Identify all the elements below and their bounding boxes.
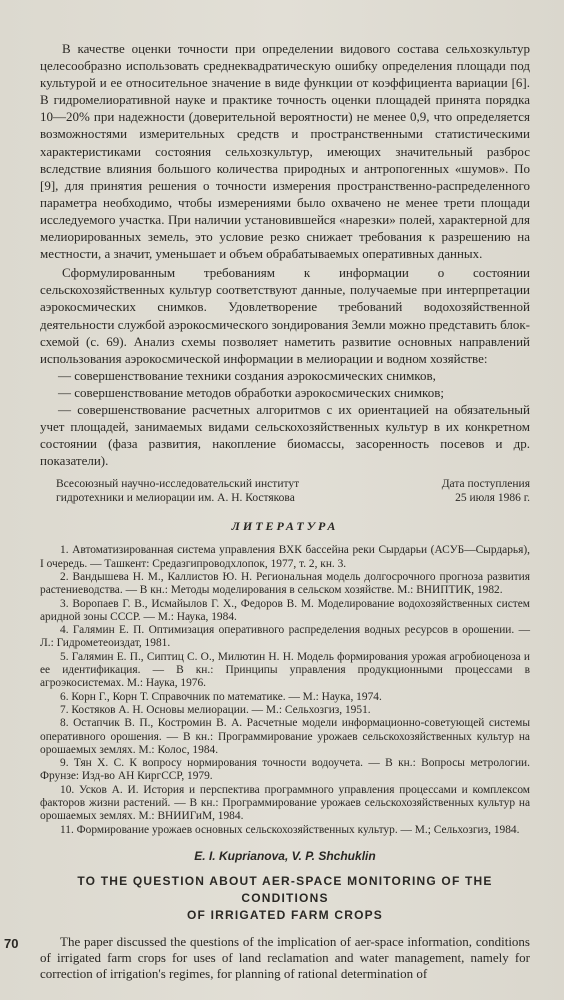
reference-item: 6. Корн Г., Корн Т. Справочник по математике. — М.: Наука, 1974. (60, 690, 382, 703)
reference-item: 4. Галямин Е. П. Оптимизация оперативного распределения водных ресурсов в орошении. — Л.: Гидрометеоиздат, 1981. (40, 624, 530, 650)
directions-list (40, 367, 530, 470)
received-block (380, 477, 530, 505)
body-paragraph-1: В качестве оценки точности при определении видового состава сельхозкультур целесообразно использовать среднеквадратическую ошибку определения площади под культурой и ее относительное значение в виде функции от коэффициента вариации [6]. В гидромелиоративной науке и практике точность оценки площадей принята порядка 10—20% при надежности (доверительной вероятности) не менее 0,9, что определяется возможностями измерительных средств и пространственными статистическими характеристиками состояния сельхозкультур, имеющих значительный разброс вследствие влияния большого количества природных и антропогенных «шумов». По [9], для принятия решения о точности измерения пространственно-распределенного параметра необходимо, чтобы измерениями было охвачено не менее трети площади исследуемого участка. При наличии установившейся «нарезки» полей, характерной для мелиорированных земель, это условие резко снижает требования к разрешению на местности, а значит, уменьшает и объем обрабатываемых оперативных данных. (40, 41, 530, 262)
list-item: — совершенствование расчетных алгоритмов с их ориентацией на обязательный учет площадей, занимаемых видами сельскохозяйственных культур в их конкретном состоянии (фаза развития, накопление биомассы, засоренность посевов и др. показатели). (40, 401, 530, 469)
received-label: Дата поступления (441, 478, 530, 491)
reference-item: 2. Вандышева Н. М., Каллистов Ю. Н. Региональная модель долгосрочного прогноза развития растениеводства. — В кн.: Методы моделирования в сельском хозяйстве. М.: ВНИПТИК, 1982. (40, 570, 530, 597)
body-paragraph-2: Сформулированным требованиям к информации о состоянии сельскохозяйственных культур соответствуют данные, получаемые при интерпретации аэрокосмических снимков. Удовлетворение требований водохозяйственной деятельности службой аэрокосмического зондирования Земли можно представить блок-схемой (с. 69). Анализ схемы позволяет наметить развитие основных направлений использования аэрокосмической информации в мелиорации и водном хозяйстве: (40, 265, 530, 366)
institution-block (40, 477, 530, 505)
page-number: 70 (4, 936, 19, 951)
english-title (40, 873, 530, 924)
main-column (40, 40, 530, 982)
english-authors: E. I. Kuprianova, V. P. Shchuklin (194, 848, 376, 863)
english-abstract: The paper discussed the questions of the implication of aer-space information, conditions of irrigated farm crops for uses of land reclamation and water management, namely for correction of irrigation's regimes, for planning of rational determination of (40, 933, 530, 981)
reference-item: 7. Костяков А. Н. Основы мелиорации. — М.: Сельхозгиз, 1951. (60, 703, 371, 716)
reference-item: 11. Формирование урожаев основных сельскохозяйственных культур. — М.; Сельхозгиз, 1984. (60, 823, 520, 836)
references-list (40, 544, 530, 837)
reference-item: 9. Тян Х. С. К вопросу нормирования точности водоучета. — В кн.: Вопросы метрологии. Фрунзе: Изд-во АН КиргССР, 1979. (40, 757, 530, 783)
list-item: — совершенствование методов обработки аэрокосмических снимков; (40, 384, 530, 401)
english-title-line-2: OF IRRIGATED FARM CROPS (186, 907, 384, 922)
reference-item: 8. Остапчик В. П., Костромин В. А. Расчетные модели информационно-советующей системы оперативного орошения. — В кн.: Программирование урожаев сельскохозяйственных культур на орошаемых землях. М.: Колос, 1984. (40, 717, 530, 756)
institution-name: Всесоюзный научно-исследовательский институт гидротехники и мелиорации им. А. Н. Костякова (56, 478, 300, 505)
reference-item: 10. Усков А. И. История и перспектива программного управления процессами и комплексом факторов жизни растений. — В кн.: Программирование урожаев сельскохозяйственных культур на орошаемых землях. М.: ВНИИГиМ, 1984. (40, 783, 530, 823)
list-item: — совершенствование техники создания аэрокосмических снимков, (40, 367, 530, 384)
reference-item: 1. Автоматизированная система управления ВХК бассейна реки Сырдарьи (АСУБ—Сырдарья), I очередь. — Ташкент: Средазгипроводхлопок, 1977, т. 2, кн. 3. (40, 544, 530, 570)
reference-item: 3. Воропаев Г. В., Исмайылов Г. Х., Федоров В. М. Моделирование водохозяйственных систем аридной зоны СССР. — М.: Наука, 1984. (40, 597, 530, 623)
received-date: 25 июля 1986 г. (455, 492, 530, 505)
literature-heading: ЛИТЕРАТУРА (231, 519, 339, 534)
reference-item: 5. Галямин Е. П., Сиптиц С. О., Милютин Н. Н. Модель формирования урожая агробиоценоза и ее идентификация. — В кн.: Принципы управления продукционными процессами в агроэкосистемах. М.: Наука, 1976. (40, 650, 530, 690)
english-title-line-1: TO THE QUESTION ABOUT AER-SPACE MONITORING OF THE CONDITIONS (77, 873, 493, 905)
